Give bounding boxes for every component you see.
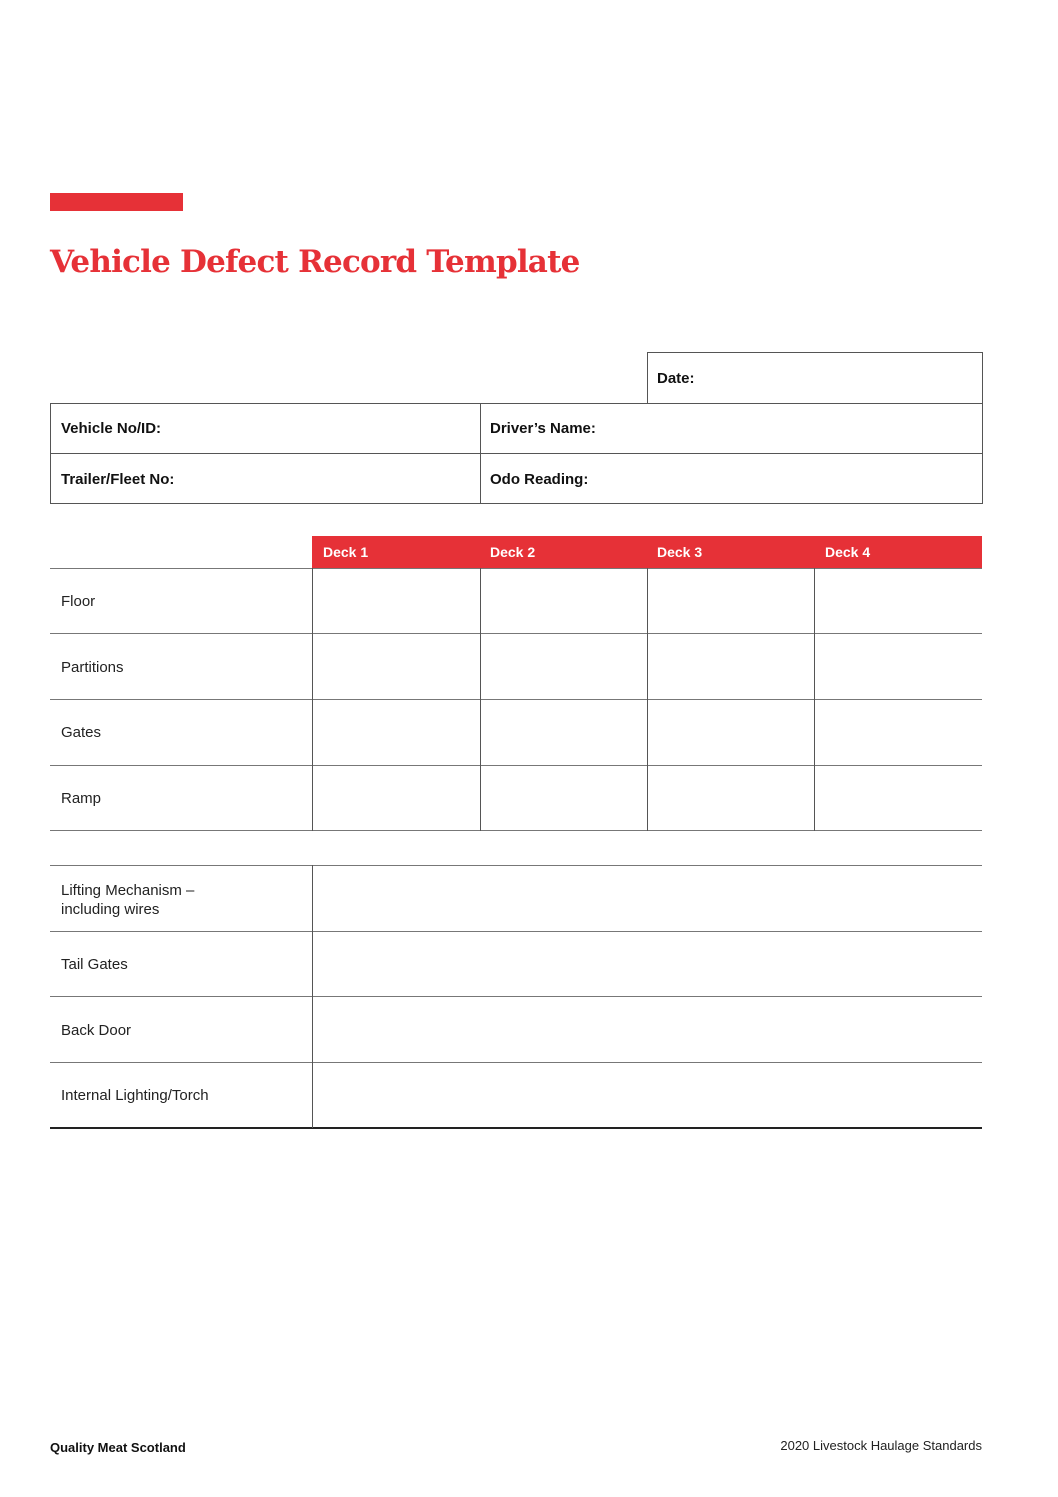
divider: [50, 453, 983, 454]
trailer-fleet-no-field[interactable]: [190, 456, 475, 501]
row-divider: [50, 830, 982, 831]
row-label-lifting-mechanism: Lifting Mechanism – including wires: [61, 882, 195, 918]
accent-bar: [50, 193, 183, 211]
deck-cell-gates-4[interactable]: [815, 700, 982, 764]
deck-cell-gates-1[interactable]: [313, 700, 479, 764]
tail-gates-field[interactable]: [314, 933, 981, 995]
deck-3-header: Deck 3: [657, 544, 703, 560]
deck-cell-gates-2[interactable]: [481, 700, 647, 764]
deck-cell-floor-4[interactable]: [815, 569, 982, 633]
deck-cell-gates-3[interactable]: [648, 700, 814, 764]
drivers-name-field[interactable]: [605, 406, 977, 451]
deck-header-row: [312, 536, 982, 569]
date-field[interactable]: [710, 355, 978, 401]
deck-cell-floor-3[interactable]: [648, 569, 814, 633]
vehicle-no-field[interactable]: [175, 406, 475, 451]
col-divider: [312, 865, 313, 1128]
deck-4-header: Deck 4: [825, 544, 871, 560]
row-label-partitions: Partitions: [61, 659, 124, 676]
row-label-back-door: Back Door: [61, 1022, 132, 1039]
row-label-ramp: Ramp: [61, 790, 102, 807]
odo-reading-label: Odo Reading:: [490, 471, 589, 488]
lifting-mechanism-field[interactable]: [314, 867, 981, 930]
deck-cell-ramp-2[interactable]: [481, 766, 647, 830]
row-divider: [50, 865, 982, 866]
date-label: Date:: [657, 370, 695, 387]
row-divider: [50, 931, 982, 932]
vehicle-no-label: Vehicle No/ID:: [61, 420, 162, 437]
deck-cell-partitions-3[interactable]: [648, 634, 814, 698]
deck-cell-partitions-2[interactable]: [481, 634, 647, 698]
deck-cell-floor-2[interactable]: [481, 569, 647, 633]
deck-cell-floor-1[interactable]: [313, 569, 479, 633]
internal-lighting-field[interactable]: [314, 1064, 981, 1126]
footer-doc-title: 2020 Livestock Haulage Standards: [780, 1438, 982, 1453]
back-door-field[interactable]: [314, 998, 981, 1061]
deck-cell-partitions-4[interactable]: [815, 634, 982, 698]
page-title: Vehicle Defect Record Template: [50, 244, 580, 280]
deck-1-header: Deck 1: [323, 544, 369, 560]
row-label-gates: Gates: [61, 724, 102, 741]
deck-cell-partitions-1[interactable]: [313, 634, 479, 698]
trailer-fleet-no-label: Trailer/Fleet No:: [61, 471, 175, 488]
odo-reading-field[interactable]: [595, 456, 977, 501]
drivers-name-label: Driver’s Name:: [490, 420, 596, 437]
row-label-floor: Floor: [61, 593, 96, 610]
row-divider: [50, 1062, 982, 1063]
row-label-internal-lighting: Internal Lighting/Torch: [61, 1087, 209, 1104]
deck-cell-ramp-1[interactable]: [313, 766, 479, 830]
table-bottom-border: [50, 1127, 982, 1129]
deck-cell-ramp-3[interactable]: [648, 766, 814, 830]
footer-org: Quality Meat Scotland: [50, 1440, 186, 1455]
deck-2-header: Deck 2: [490, 544, 536, 560]
deck-cell-ramp-4[interactable]: [815, 766, 982, 830]
row-label-tail-gates: Tail Gates: [61, 956, 128, 973]
row-divider: [50, 996, 982, 997]
